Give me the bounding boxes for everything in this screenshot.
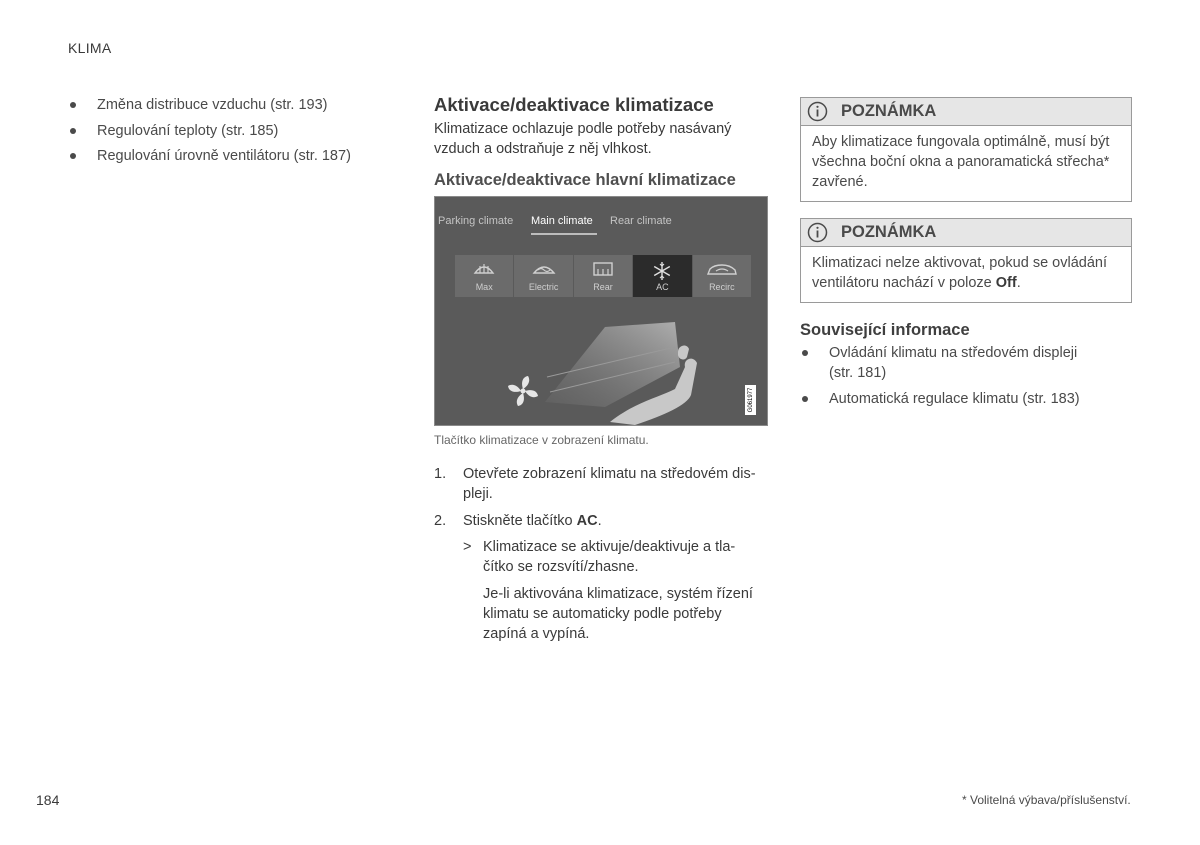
note-title: POZNÁMKA [841,102,937,120]
image-code-label: G061977 [745,385,756,415]
list-item[interactable]: Změna distribuce vzduchu (str. 193) [68,95,388,115]
list-item[interactable]: Regulování úrovně ventilátoru (str. 187) [68,146,388,166]
result-arrow: > [463,539,472,555]
note-title: POZNÁMKA [841,223,937,241]
tab-parking-climate: Parking climate [438,215,514,227]
step-item: 1. Otevřete zobrazení klimatu na středovém dis- pleji. [434,466,756,502]
step-list [434,464,769,644]
note-text: Aby klimatizace fungovala optimálně, musí být všechna boční okna a panoramatická střecha* zavřené. [812,134,1110,190]
electric-defrost-icon [532,261,556,279]
link-list [68,95,388,166]
section-label: KLIMA [68,40,112,56]
note-box [800,97,1132,202]
button-label: Max [475,282,493,292]
tab-main-climate: Main climate [531,215,593,227]
middle-column [434,94,769,651]
fan-icon [508,376,538,406]
result-paragraph: Klimatizace se aktivuje/deaktivuje a tla- čítko se rozsvítí/zhasne. [483,539,736,575]
image-caption: Tlačítko klimatizace v zobrazení klimatu. [434,433,649,447]
related-list [800,343,1132,409]
section-title: Aktivace/deaktivace klimatizace [434,94,714,115]
right-column [800,97,1132,414]
button-label: Recirc [709,282,735,292]
button-label: AC [656,282,669,292]
result-paragraph: Je-li aktivována klimatizace, systém řízení klimatu se automaticky podle potřeby zapíná a vypíná. [483,586,753,642]
intro-paragraph [434,119,769,159]
climate-button-row [455,255,751,297]
max-defrost-icon [473,261,495,279]
note-box [800,218,1132,303]
note-header [801,98,1131,126]
ac-keyword: AC [576,513,598,529]
list-item[interactable]: Automatická regulace klimatu (str. 183) [800,389,1132,409]
info-icon [807,101,828,122]
step-item: 2. Stiskněte tlačítko AC. > Klimatizace se aktivuje/deaktivuje a tla- čítko se rozsvítí/zhasne. Je-li aktivována klimatizace, systém řízení klimatu se automaticky podle potřeby zapíná a vypíná. [434,511,769,644]
step-number: 1. [434,466,447,482]
note-header [801,219,1131,247]
left-column [68,95,388,172]
snowflake-icon [652,261,672,281]
tab-rear-climate: Rear climate [610,215,672,227]
max-defrost-button [455,255,513,297]
climate-screen-image [434,196,768,426]
recirc-button [693,255,751,297]
footnote: * Volitelná výbava/příslušenství. [962,793,1131,807]
electric-defrost-button [514,255,572,297]
active-tab-underline [531,233,597,235]
info-icon [807,222,828,243]
list-item[interactable]: Ovládání klimatu na středovém displeji (str. 181) [800,343,1132,383]
intro-line: Klimatizace ochlazuje podle potřeby nasávaný [434,121,732,137]
subsection-title: Aktivace/deaktivace hlavní klimatizace [434,171,736,189]
rear-defrost-icon [592,261,614,279]
list-item[interactable]: Regulování teploty (str. 185) [68,121,388,141]
fan-airflow-illustration [435,307,767,425]
screen-tab-bar [435,215,767,237]
step-result [463,537,769,644]
related-info-title: Související informace [800,321,970,339]
ac-button [633,255,691,297]
recirculation-icon [706,261,738,279]
note-text: Klimatizaci nelze aktivovat, pokud se ovládání ventilátoru nachází v poloze Off. [812,255,1107,291]
page-number: 184 [36,792,60,808]
step-number: 2. [434,513,447,529]
button-label: Electric [528,282,559,292]
off-keyword: Off [995,275,1017,291]
rear-defrost-button [574,255,632,297]
button-label: Rear [593,282,613,292]
intro-line: vzduch a odstraňuje z něj vlhkost. [434,141,652,157]
